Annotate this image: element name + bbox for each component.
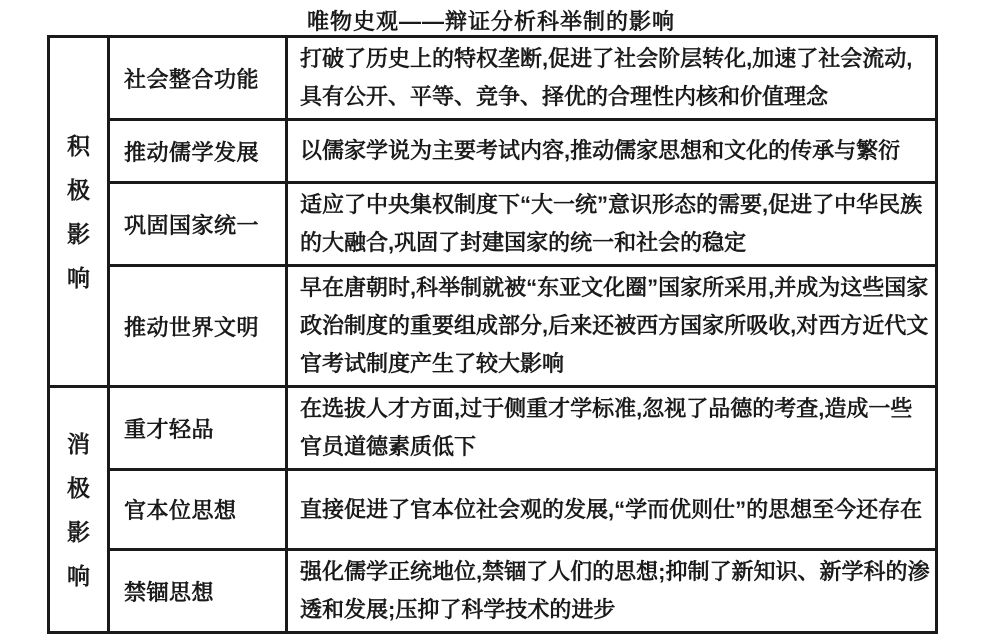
table-row [49,266,937,387]
group-label-positive: 积极影响 [67,132,90,291]
category-cell-confucianism: 推动儒学发展 [109,120,287,183]
description-cell-talent-over-virtue: 在选拔人才方面,过于侧重才学标准,忽视了品德的考查,造成一些官员道德素质低下 [287,387,937,470]
description-cell-national-unity: 适应了中央集权制度下“大一统”意识形态的需要,促进了中华民族的大融合,巩固了封建国家的统一和社会的稳定 [287,183,937,266]
table-row [49,183,937,266]
page-title: 唯物史观——辩证分析科举制的影响 [306,9,675,34]
impact-table [47,35,938,634]
description-cell-official-standard: 直接促进了官本位社会观的发展,“学而优则仕”的思想至今还存在 [287,470,937,550]
description-cell-world-civilization: 早在唐朝时,科举制就被“东亚文化圈”国家所采用,并成为这些国家政治制度的重要组成部分,后来还被西方国家所吸收,对西方近代文官考试制度产生了较大影响 [287,266,937,387]
group-cell-positive [49,37,109,387]
category-cell-national-unity: 巩固国家统一 [109,183,287,266]
group-cell-negative [49,387,109,633]
category-cell-world-civilization: 推动世界文明 [109,266,287,387]
description-cell-social-integration: 打破了历史上的特权垄断,促进了社会阶层转化,加速了社会流动,具有公开、平等、竞争、择优的合理性内核和价值理念 [287,37,937,120]
table-row [49,550,937,633]
table-row [49,470,937,550]
description-cell-confined-thought: 强化儒学正统地位,禁锢了人们的思想;抑制了新知识、新学科的渗透和发展;压抑了科学技术的进步 [287,550,937,633]
category-cell-social-integration: 社会整合功能 [109,37,287,120]
description-cell-confucianism: 以儒家学说为主要考试内容,推动儒家思想和文化的传承与繁衍 [287,120,937,183]
group-label-negative: 消极影响 [67,430,90,589]
table-row [49,387,937,470]
category-cell-confined-thought: 禁锢思想 [109,550,287,633]
table-row [49,120,937,183]
table-row [49,37,937,120]
category-cell-official-standard: 官本位思想 [109,470,287,550]
category-cell-talent-over-virtue: 重才轻品 [109,387,287,470]
